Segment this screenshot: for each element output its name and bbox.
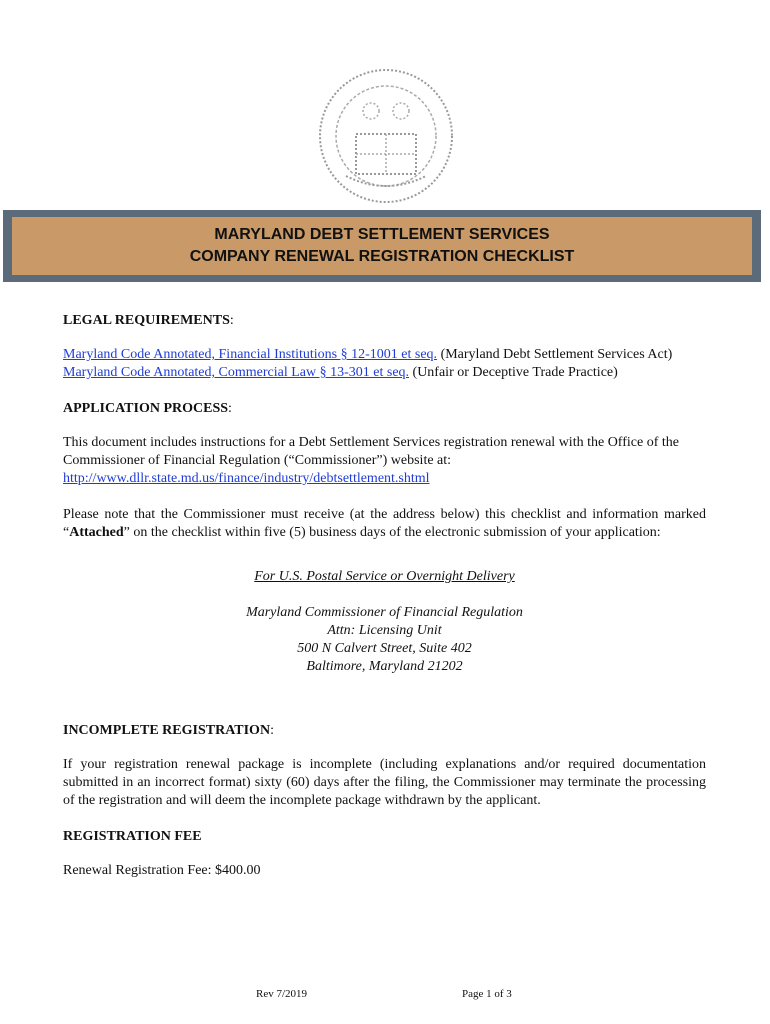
mailing-address [63,604,706,676]
application-url-line [63,470,706,488]
page-title-line2: COMPANY RENEWAL REGISTRATION CHECKLIST [189,248,575,265]
legal-requirements-heading: LEGAL REQUIREMENTS: [63,313,234,328]
address-line: Maryland Commissioner of Financial Regulation [246,605,523,620]
financial-institutions-code-link[interactable]: Maryland Code Annotated, Financial Institutions § 12-1001 et seq. [63,347,438,362]
address-line: Attn: Licensing Unit [327,623,442,638]
address-line: Baltimore, Maryland 21202 [306,659,463,674]
application-process-heading: APPLICATION PROCESS: [63,401,232,416]
legal-reference-2: Maryland Code Annotated, Commercial Law § 13-301 et seq. (Unfair or Deceptive Trade Practice) [63,365,618,380]
registration-fee-text: Renewal Registration Fee: $400.00 [63,863,261,878]
application-intro: This document includes instructions for a Debt Settlement Services registration renewal with the Office of the Commissioner of Financial Regulation (“Commissioner”) website at: [63,435,679,468]
title-banner [3,210,761,282]
registration-fee-heading: REGISTRATION FEE [63,829,202,844]
title-banner-inner [12,217,752,275]
legal-reference-1: Maryland Code Annotated, Financial Institutions § 12-1001 et seq. (Maryland Debt Settlement Services Act) [63,347,673,362]
commercial-law-code-link[interactable]: Maryland Code Annotated, Commercial Law § 13-301 et seq. [63,365,410,380]
address-line: 500 N Calvert Street, Suite 402 [297,641,472,656]
document-body [63,312,706,880]
page-number: Page 1 of 3 [462,988,512,1000]
incomplete-registration-text: If your registration renewal package is incomplete (including explanations and/or required documentation submitted in an incorrect format) sixty (60) days after the filing, the Commissioner may terminate the processing of the registration and will deem the incomplete package withdrawn by the applicant. [63,757,706,808]
maryland-state-seal-icon [316,66,456,206]
attachment-notice: Please note that the Commissioner must receive (at the address below) this checklist and information marked “Attached” on the checklist within five (5) business days of the electronic submission of your application: [63,507,706,540]
incomplete-registration-heading: INCOMPLETE REGISTRATION: [63,723,274,738]
delivery-label: For U.S. Postal Service or Overnight Delivery [254,569,515,584]
debt-settlement-website-link[interactable]: http://www.dllr.state.md.us/finance/industry/debtsettlement.shtml [63,471,430,486]
revision-date: Rev 7/2019 [256,988,308,1000]
page-title-line1: MARYLAND DEBT SETTLEMENT SERVICES [214,226,550,243]
